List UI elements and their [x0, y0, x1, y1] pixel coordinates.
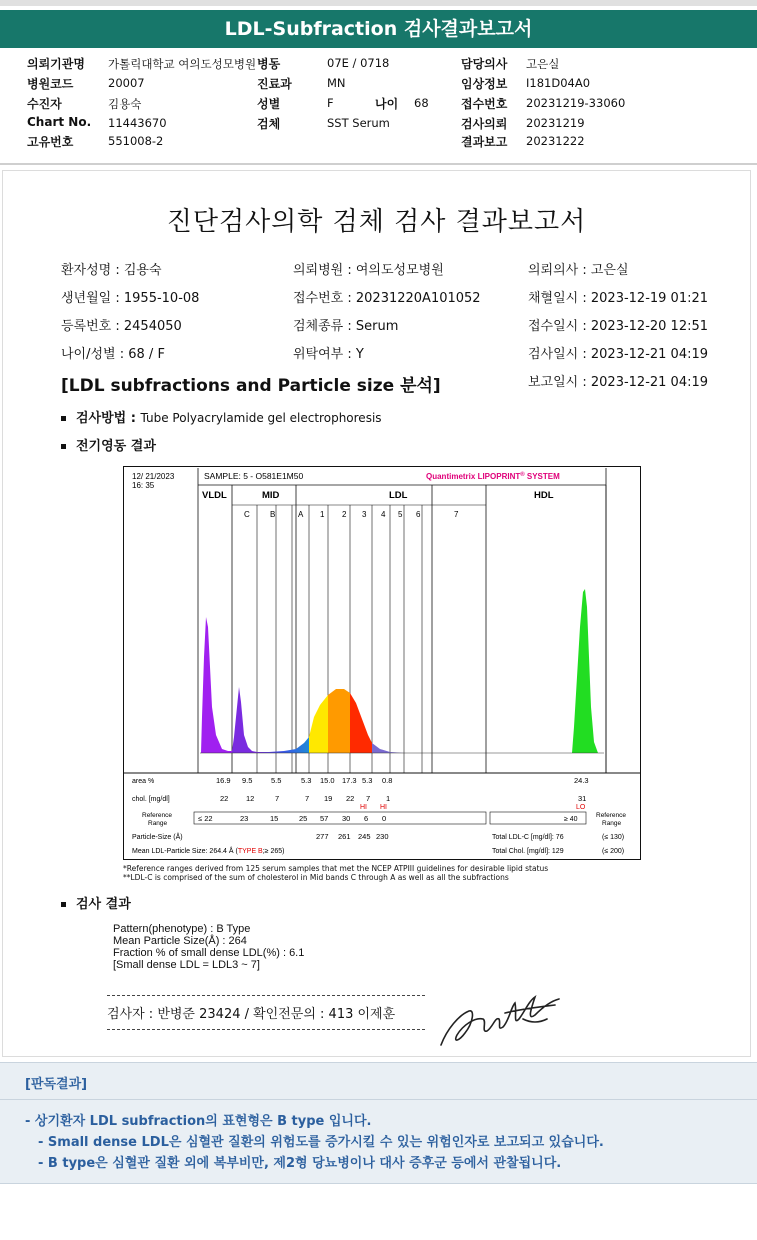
- info-specimen: 검체종류 : Serum: [293, 319, 399, 334]
- band-label: 2: [342, 510, 347, 519]
- particle-value: 230: [376, 832, 389, 841]
- flag-lo: LO: [576, 804, 586, 811]
- field-label: 검체: [257, 117, 281, 131]
- field-value: I181D04A0: [526, 76, 591, 90]
- hdl-peak: [572, 589, 598, 753]
- ref-value: 0: [382, 814, 387, 823]
- field-value: 11443670: [108, 116, 167, 130]
- note-line: *Reference ranges derived from 125 serum samples that met the NCEP ATPIII guidelines for desirable lipid status: [123, 864, 549, 873]
- report-title: 진단검사의학 검체 검사 결과보고서: [166, 207, 587, 237]
- ref-box: [194, 812, 486, 824]
- result-pattern: Pattern(phenotype) : B Type: [113, 923, 251, 935]
- ldl4-area: [372, 743, 404, 753]
- flag-hi: HI: [380, 804, 387, 811]
- top-border: [0, 0, 757, 6]
- interpretation-line: - B type은 심혈관 질환 외에 복부비만, 제2형 당뇨병이나 대사 증후군 등에서 관찰됩니다.: [38, 1156, 562, 1171]
- band-label: 1: [320, 510, 325, 519]
- mid-peak: [232, 687, 257, 753]
- method-value: Tube Polyacrylamide gel electrophoresis: [140, 411, 382, 425]
- ref-hdl: ≥ 40: [564, 816, 578, 823]
- field-value: 고은실: [526, 57, 560, 71]
- particle-label: Particle-Size (Å): [132, 834, 183, 841]
- area-value: 5.5: [271, 776, 282, 785]
- chol-value: 31: [578, 794, 587, 803]
- divider: [0, 1099, 757, 1100]
- result-block: [113, 923, 304, 971]
- vldl-peak: [201, 617, 232, 753]
- mid-band-area: [257, 737, 309, 753]
- band-label: B: [270, 510, 276, 519]
- particle-value: 261: [338, 832, 351, 841]
- method-label: 검사방법 :: [76, 411, 141, 426]
- interpretation-panel: [0, 1062, 757, 1184]
- band-label: 3: [362, 510, 367, 519]
- total-chol: Total Chol. [mg/dl]: 129: [492, 848, 564, 855]
- group-label: HDL: [534, 490, 554, 501]
- bullet-icon: [61, 902, 66, 907]
- chart-date: 12/ 21/2023: [132, 472, 175, 481]
- chol-value: 1: [386, 794, 391, 803]
- group-label: LDL: [389, 490, 408, 501]
- info-receipt-time: 접수일시 : 2023-12-20 12:51: [528, 319, 709, 334]
- field-label: 병동: [257, 57, 281, 71]
- chart-plot: [198, 485, 606, 773]
- area-value: 0.8: [382, 776, 393, 785]
- electro-label: 전기영동 결과: [76, 439, 156, 454]
- method-line: [61, 407, 382, 426]
- field-value: 김용숙: [108, 97, 142, 111]
- field-value: MN: [327, 76, 346, 90]
- field-label: 임상정보: [461, 77, 508, 91]
- ref-label-right: Range: [602, 820, 622, 827]
- field-value: 20231219: [526, 116, 585, 130]
- area-value: 17.3: [342, 776, 357, 785]
- field-value: SST Serum: [327, 116, 390, 130]
- result-heading: [61, 893, 131, 912]
- page-title: LDL-Subfraction 검사결과보고서: [0, 10, 757, 48]
- chol-value: 22: [220, 794, 229, 803]
- field-label: 담당의사: [461, 57, 508, 71]
- table-label: area %: [132, 778, 155, 785]
- total-ldl: Total LDL-C [mg/dl]: 76: [492, 834, 564, 841]
- ref-label: Range: [148, 820, 168, 827]
- ref-value: 15: [270, 814, 279, 823]
- band-label: 4: [381, 510, 386, 519]
- field-label: 결과보고: [461, 135, 508, 149]
- result-definition: [Small dense LDL = LDL3 ~ 7]: [113, 959, 260, 971]
- dashed-divider: [107, 1029, 425, 1030]
- field-label: 의뢰기관명: [27, 57, 85, 71]
- note-line: **LDL-C is comprised of the sum of cholesterol in Mid bands C through A as well as all the subfractions: [123, 873, 509, 882]
- info-registration: 등록번호 : 2454050: [61, 319, 182, 334]
- field-label: 고유번호: [27, 135, 74, 149]
- ref-value: 57: [320, 814, 329, 823]
- group-label: MID: [262, 490, 280, 501]
- info-collection-time: 채혈일시 : 2023-12-19 01:21: [528, 291, 709, 306]
- info-doctor: 의뢰의사 : 고은실: [528, 263, 629, 278]
- table-label: chol. [mg/dl]: [132, 796, 170, 803]
- ref-value: 25: [299, 814, 308, 823]
- mean-size: Mean LDL-Particle Size: 264.4 Å (TYPE B;≥ 265): [132, 848, 285, 855]
- info-report-time: 보고일시 : 2023-12-21 04:19: [528, 375, 709, 390]
- handwritten-signature: [435, 989, 565, 1053]
- band-label: 7: [454, 510, 459, 519]
- info-birthdate: 생년월일 : 1955-10-08: [61, 291, 200, 306]
- area-value: 16.9: [216, 776, 231, 785]
- group-label: VLDL: [202, 490, 227, 501]
- field-label: 병원코드: [27, 77, 74, 91]
- chart-sample: SAMPLE: 5 - O581E1M50: [204, 471, 304, 481]
- band-label: 5: [398, 510, 403, 519]
- signature-line: 검사자 : 반병준 23424 / 확인전문의 : 413 이제훈: [107, 1007, 396, 1022]
- ref-value: ≤ 22: [198, 814, 213, 823]
- chol-value: 12: [246, 794, 255, 803]
- area-value: 24.3: [574, 776, 589, 785]
- bullet-icon: [61, 416, 66, 421]
- ldl3-area: [350, 693, 372, 753]
- field-value: 68: [414, 96, 429, 110]
- chart-notes: [123, 864, 548, 882]
- field-label: 나이: [375, 97, 399, 111]
- report-image: [2, 170, 751, 1057]
- chol-value: 7: [366, 794, 371, 803]
- ref-value: 6: [364, 814, 369, 823]
- band-label: A: [298, 510, 304, 519]
- field-value: F: [327, 96, 334, 110]
- section-title: [LDL subfractions and Particle size 분석]: [61, 376, 441, 396]
- field-label: 성별: [257, 97, 281, 111]
- area-value: 15.0: [320, 776, 335, 785]
- field-value: 20231222: [526, 134, 585, 148]
- area-value: 9.5: [242, 776, 253, 785]
- chart-time: 16: 35: [132, 481, 155, 490]
- interpretation-header: [판독결과]: [25, 1077, 88, 1092]
- chol-value: 7: [305, 794, 310, 803]
- ldl1-area: [309, 695, 328, 753]
- bullet-icon: [61, 444, 66, 449]
- particle-value: 277: [316, 832, 329, 841]
- info-accession: 접수번호 : 20231220A101052: [293, 291, 481, 306]
- ref-value: 30: [342, 814, 351, 823]
- field-label: 진료과: [257, 77, 292, 91]
- field-label: 접수번호: [461, 97, 508, 111]
- info-hospital: 의뢰병원 : 여의도성모병원: [293, 263, 444, 278]
- ref-label-right: Reference: [596, 812, 626, 819]
- chol-value: 19: [324, 794, 333, 803]
- area-value: 5.3: [362, 776, 373, 785]
- header-fields: [0, 52, 757, 156]
- info-test-time: 검사일시 : 2023-12-21 04:19: [528, 347, 709, 362]
- info-patient-name: 환자성명 : 김용숙: [61, 263, 162, 278]
- field-value: 20231219-33060: [526, 96, 626, 110]
- interpretation-line: - 상기환자 LDL subfraction의 표현형은 B type 입니다.: [25, 1114, 372, 1129]
- info-age-sex: 나이/성별 : 68 / F: [61, 347, 165, 362]
- chol-value: 7: [275, 794, 280, 803]
- ref-label: Reference: [142, 812, 172, 819]
- total-chol-ref: (≤ 200): [602, 848, 625, 855]
- particle-value: 245: [358, 832, 371, 841]
- result-fraction: Fraction % of small dense LDL(%) : 6.1: [113, 947, 305, 959]
- band-label: 6: [416, 510, 421, 519]
- result-particle-size: Mean Particle Size(Å) : 264: [113, 935, 247, 947]
- info-referral: 위탁여부 : Y: [293, 347, 364, 362]
- chart-table: [132, 776, 626, 855]
- total-ldl-ref: (≤ 130): [602, 834, 625, 841]
- field-value: 20007: [108, 76, 145, 90]
- electrophoresis-chart: [123, 466, 641, 860]
- field-value: 07E / 0718: [327, 56, 390, 70]
- dashed-divider: [107, 995, 425, 996]
- field-value: 551008-2: [108, 134, 164, 148]
- band-label: C: [244, 510, 250, 519]
- interpretation-line: - Small dense LDL은 심혈관 질환의 위험도를 증가시킬 수 있는 위험인자로 보고되고 있습니다.: [38, 1135, 604, 1150]
- field-label: Chart No.: [27, 115, 92, 129]
- result-label: 검사 결과: [76, 897, 131, 912]
- chart-system: Quantimetrix LIPOPRINT® SYSTEM: [426, 472, 560, 481]
- field-value: 가톨릭대학교 여의도성모병원: [108, 57, 257, 71]
- area-value: 5.3: [301, 776, 312, 785]
- chol-value: 22: [346, 794, 355, 803]
- ldl2-area: [328, 689, 350, 753]
- divider: [0, 163, 757, 165]
- chart-svg: [124, 467, 640, 859]
- field-label: 검사의뢰: [461, 117, 508, 131]
- ref-value: 23: [240, 814, 249, 823]
- flag-hi: HI: [360, 804, 367, 811]
- electrophoresis-heading: [61, 435, 156, 454]
- field-label: 수진자: [27, 97, 62, 111]
